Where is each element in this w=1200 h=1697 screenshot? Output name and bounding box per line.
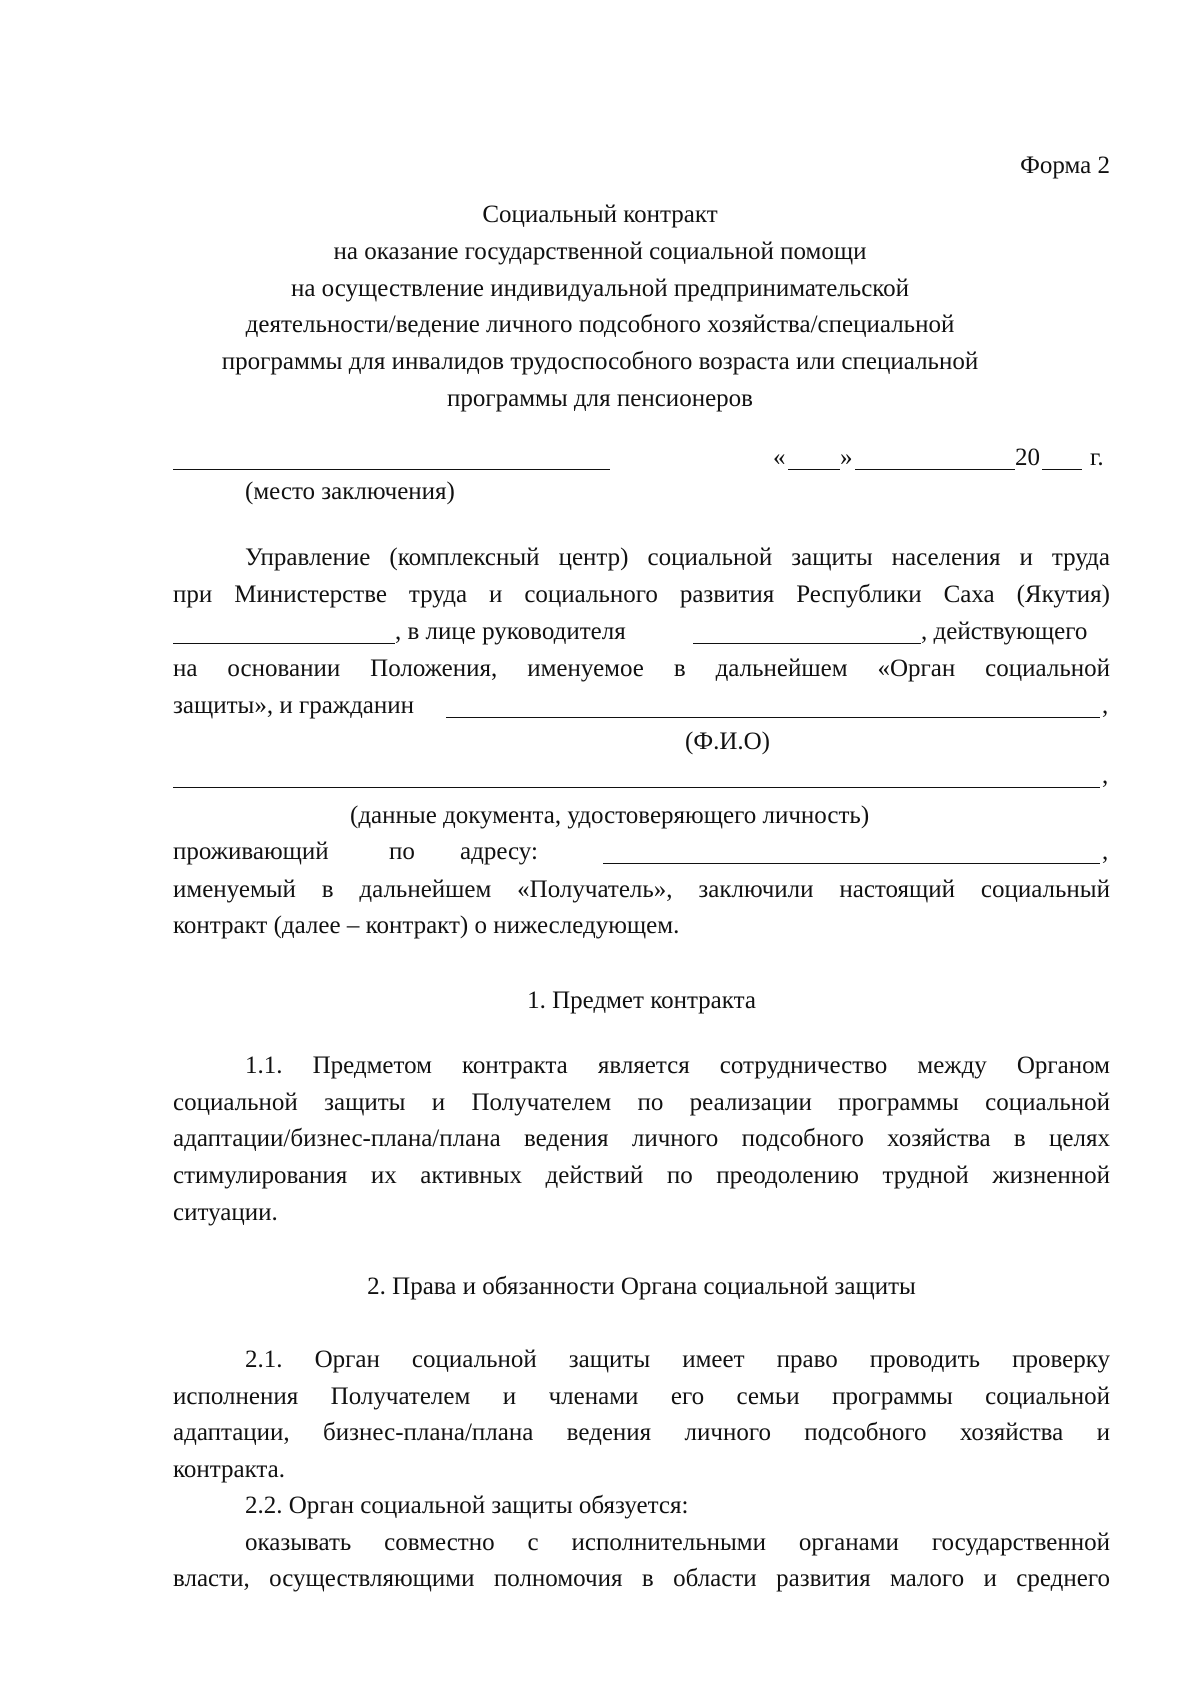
section-1-line-2: социальной защиты и Получателем по реализации программы социальной xyxy=(173,1089,1110,1116)
preamble-line-4: на основании Положения, именуемое в дальнейшем «Орган социальной xyxy=(173,655,1110,682)
place-blank-line[interactable] xyxy=(173,469,610,470)
section-2-line-2: исполнения Получателем и членами его семьи программы социальной xyxy=(173,1383,1110,1410)
preamble-line-9: именуемый в дальнейшем «Получатель», заключили настоящий социальный xyxy=(173,876,1110,903)
residing-word: проживающий xyxy=(173,838,329,865)
section-1-heading: 1. Предмет контракта xyxy=(527,987,756,1014)
section-1-line-1: 1.1. Предметом контракта является сотрудничество между Органом xyxy=(245,1052,1110,1079)
preamble-line-5-start: защиты», и гражданин xyxy=(173,692,415,719)
date-year-blank[interactable] xyxy=(1042,469,1082,470)
section-2-line-4: контракта. xyxy=(173,1456,285,1483)
title-line-4: деятельности/ведение личного подсобного хозяйства/специальной xyxy=(245,311,955,338)
comma-2: , xyxy=(1102,762,1109,789)
section-2-line-6: оказывать совместно с исполнительными органами государственной xyxy=(245,1529,1110,1556)
title-line-5: программы для инвалидов трудоспособного возраста или специальной xyxy=(221,348,979,375)
section-1-line-4: стимулирования их активных действий по преодолению трудной жизненной xyxy=(173,1162,1110,1189)
section-2-line-1: 2.1. Орган социальной защиты имеет право проводить проверку xyxy=(245,1346,1110,1373)
place-caption: (место заключения) xyxy=(245,478,455,505)
date-month-blank[interactable] xyxy=(855,469,1015,470)
preamble-line-2: при Министерстве труда и социального развития Республики Саха (Якутия) xyxy=(173,581,1110,608)
citizen-fio-blank[interactable] xyxy=(446,717,1100,718)
fio-caption: (Ф.И.О) xyxy=(685,728,771,755)
date-year-suffix: г. xyxy=(1090,444,1104,471)
identity-document-caption: (данные документа, удостоверяющего личность) xyxy=(350,802,870,829)
section-2-line-5: 2.2. Орган социальной защиты обязуется: xyxy=(245,1492,689,1519)
identity-document-blank[interactable] xyxy=(173,787,1100,788)
date-open-quote: « xyxy=(773,444,786,471)
date-year-prefix: 20 xyxy=(1015,444,1040,471)
title-line-6: программы для пенсионеров xyxy=(447,385,753,412)
address-word: адресу: xyxy=(460,838,538,865)
form-number: Форма 2 xyxy=(1020,152,1110,179)
section-2-line-3: адаптации, бизнес-плана/плана ведения личного подсобного хозяйства и xyxy=(173,1419,1110,1446)
date-close-quote: » xyxy=(840,444,853,471)
section-1-line-5: ситуации. xyxy=(173,1199,278,1226)
section-1-line-3: адаптации/бизнес-плана/плана ведения личного подсобного хозяйства в целях xyxy=(173,1125,1110,1152)
section-2-line-7: власти, осуществляющими полномочия в области развития малого и среднего xyxy=(173,1565,1110,1592)
by-word: по xyxy=(389,838,415,865)
date-day-blank[interactable] xyxy=(788,469,840,470)
preamble-line-3-end: , действующего xyxy=(921,618,1088,645)
comma-1: , xyxy=(1102,692,1109,719)
title-line-2: на оказание государственной социальной помощи xyxy=(333,238,867,265)
title-line-1: Социальный контракт xyxy=(482,201,718,228)
address-blank[interactable] xyxy=(603,863,1100,864)
preamble-line-3-mid: , в лице руководителя xyxy=(395,618,626,645)
preamble-line-1: Управление (комплексный центр) социальной защиты населения и труда xyxy=(245,544,1110,571)
comma-3: , xyxy=(1102,838,1109,865)
agency-name-blank[interactable] xyxy=(173,643,395,644)
section-2-heading: 2. Права и обязанности Органа социальной защиты xyxy=(367,1273,916,1300)
preamble-line-10: контракт (далее – контракт) о нижеследующем. xyxy=(173,912,680,939)
director-name-blank[interactable] xyxy=(693,643,921,644)
title-line-3: на осуществление индивидуальной предпринимательской xyxy=(290,275,910,302)
